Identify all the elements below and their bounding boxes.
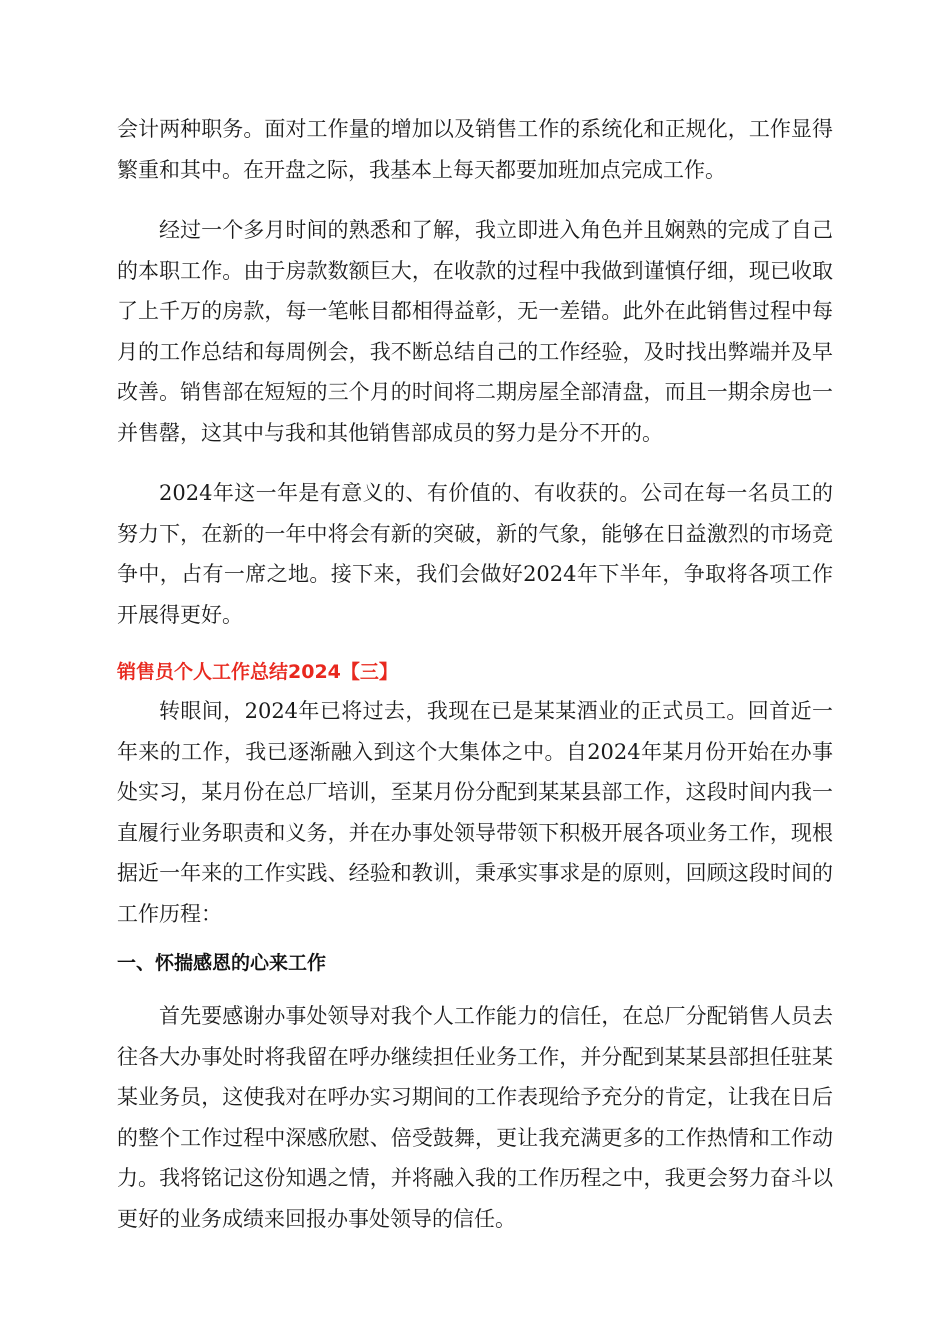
document-page [117, 109, 833, 1239]
paragraph-year-summary: 2024年这一年是有意义的、有价值的、有收获的。公司在每一名员工的努力下，在新的一年中将会有新的突破，新的气象，能够在日益激烈的市场竞争中，占有一席之地。接下来，我们会做好2024年下半年，争取将各项工作开展得更好。 [117, 481, 833, 627]
section-heading: 销售员个人工作总结2024【三】 [117, 661, 398, 683]
paragraph-continuation: 会计两种职务。面对工作量的增加以及销售工作的系统化和正规化，工作显得繁重和其中。在开盘之际，我基本上每天都要加班加点完成工作。 [117, 117, 833, 182]
paragraph-section-intro: 转眼间，2024年已将过去，我现在已是某某酒业的正式员工。回首近一年来的工作，我已逐渐融入到这个大集体之中。自2024年某月份开始在办事处实习，某月份在总厂培训，至某月份分配到某某县部工作，这段时间内我一直履行业务职责和义务，并在办事处领导带领下积极开展各项业务工作，现根据近一年来的工作实践、经验和教训，秉承实事求是的原则，回顾这段时间的工作历程： [117, 699, 833, 926]
paragraph-cashier-work: 经过一个多月时间的熟悉和了解，我立即进入角色并且娴熟的完成了自己的本职工作。由于房款数额巨大，在收款的过程中我做到谨慎仔细，现已收取了上千万的房款，每一笔帐目都相得益彰，无一差错。此外在此销售过程中每月的工作总结和每周例会，我不断总结自己的工作经验，及时找出弊端并及早改善。销售部在短短的三个月的时间将二期房屋全部清盘，而且一期余房也一并售罄，这其中与我和其他销售部成员的努力是分不开的。 [117, 218, 833, 445]
paragraph-gratitude: 首先要感谢办事处领导对我个人工作能力的信任，在总厂分配销售人员去往各大办事处时将我留在呼办继续担任业务工作，并分配到某某县部担任驻某某业务员，这使我对在呼办实习期间的工作表现给予充分的肯定，让我在日后的整个工作过程中深感欣慰、倍受鼓舞，更让我充满更多的工作热情和工作动力。我将铭记这份知遇之情，并将融入我的工作历程之中，我更会努力奋斗以更好的业务成绩来回报办事处领导的信任。 [117, 1004, 833, 1231]
subheading: 一、怀揣感恩的心来工作 [117, 952, 327, 974]
